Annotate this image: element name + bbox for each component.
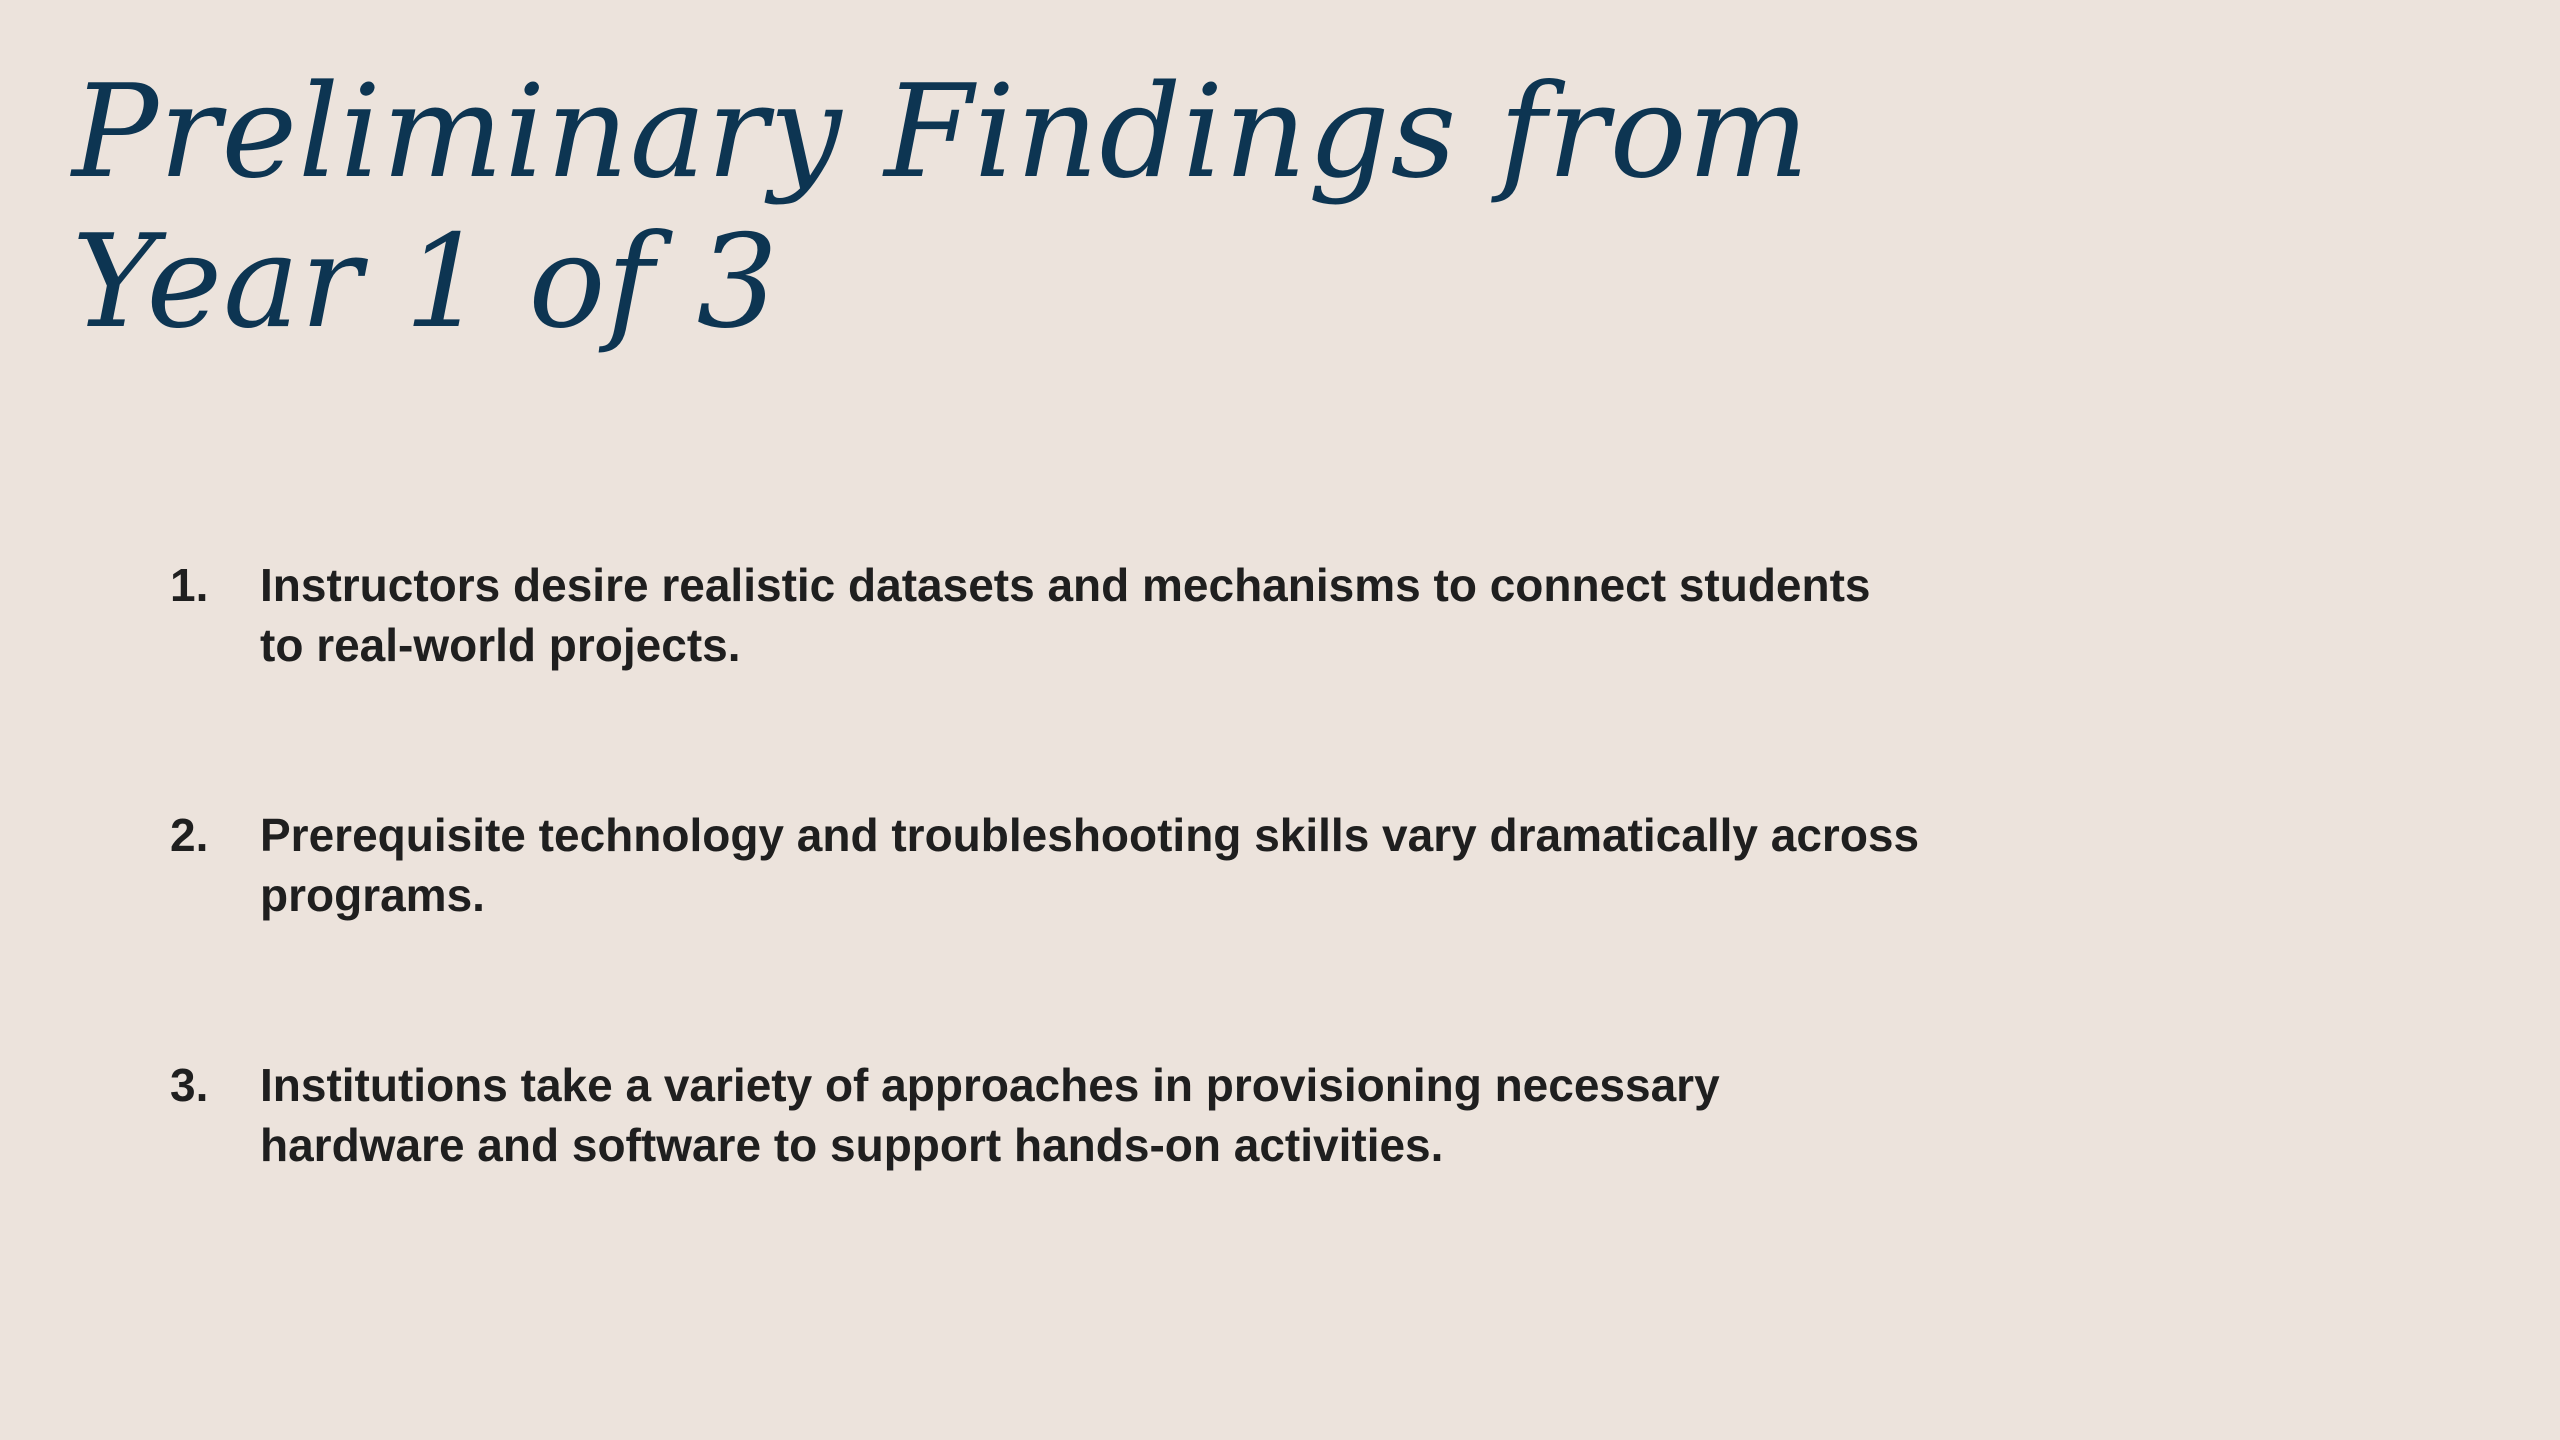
finding-number: 2. <box>170 809 209 861</box>
findings-list <box>170 555 2070 1305</box>
finding-text-line: hardware and software to support hands-on activities. <box>260 1119 1444 1171</box>
finding-text-line: Instructors desire realistic datasets and mechanisms to connect students <box>260 559 1871 611</box>
slide-title-line-2: Year 1 of 3 <box>72 208 779 357</box>
finding-number: 3. <box>170 1059 209 1111</box>
slide-title <box>72 58 1972 358</box>
finding-item-3 <box>170 1055 2070 1175</box>
finding-number: 1. <box>170 559 209 611</box>
finding-text-line: programs. <box>260 869 485 921</box>
finding-text-line: Prerequisite technology and troubleshooting skills vary dramatically across <box>260 809 1920 861</box>
finding-text-line: Institutions take a variety of approaches in provisioning necessary <box>260 1059 1720 1111</box>
finding-item-1 <box>170 555 2070 675</box>
finding-item-2 <box>170 805 2070 925</box>
finding-text-line: to real-world projects. <box>260 619 741 671</box>
slide-title-line-1: Preliminary Findings from <box>72 58 1810 207</box>
